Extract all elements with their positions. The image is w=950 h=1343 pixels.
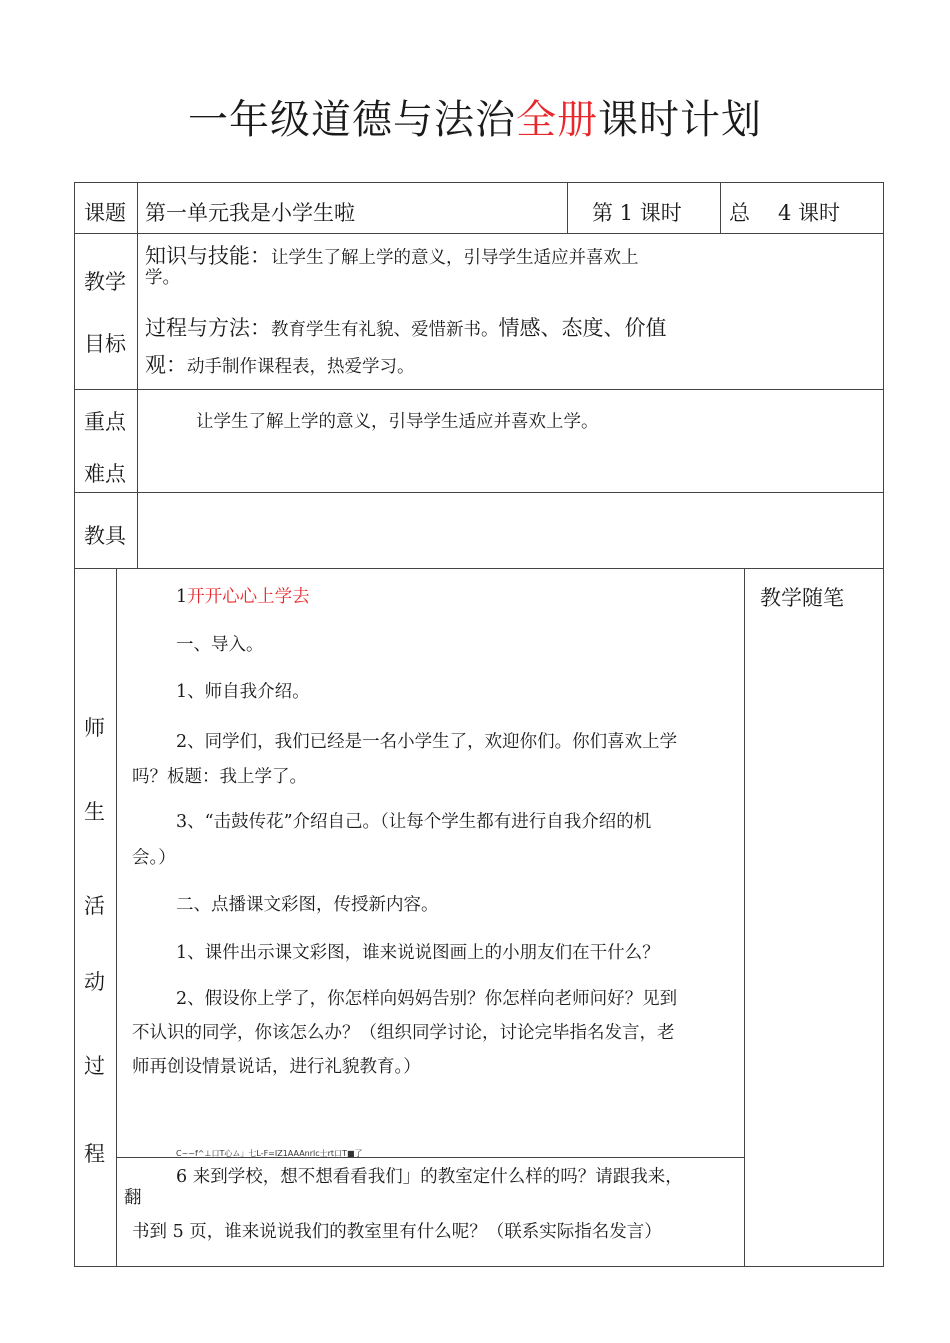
content-line: 3、“击鼓传花”介绍自己。（让每个学生都有进行自我介绍的机 xyxy=(176,812,652,832)
lesson-title: 开开心心上学去 xyxy=(187,587,310,607)
knowledge-label: 知识与技能： xyxy=(145,244,271,268)
emotion-label-2: 观： xyxy=(145,353,187,377)
page-title xyxy=(0,88,950,145)
tools-label: 教具 xyxy=(84,524,126,548)
row-divider-4 xyxy=(74,568,884,569)
content-line: 2、同学们，我们已经是一名小学生了，欢迎你们。你们喜欢上学 xyxy=(176,732,678,752)
process-label-char: 动 xyxy=(84,970,105,994)
content-line: 不认识的同学，你该怎么办？（组织同学讨论，讨论完毕指名发言，老 xyxy=(132,1023,675,1043)
content-line: 二、点播课文彩图，传授新内容。 xyxy=(176,895,439,915)
row-divider-3 xyxy=(74,492,884,493)
col-divider-process-label xyxy=(116,568,117,1267)
notes-label: 教学随笔 xyxy=(760,586,844,610)
content-line: 吗？板题：我上学了。 xyxy=(132,767,307,787)
content-line: 一、导入。 xyxy=(176,635,264,655)
process-label-char: 程 xyxy=(84,1142,105,1166)
objectives-label-2: 目标 xyxy=(84,332,126,356)
content-line: 师再创设情景说话，进行礼貌教育。） xyxy=(132,1057,421,1077)
keypoints-label-1: 重点 xyxy=(84,410,126,434)
process-label-char: 过 xyxy=(84,1054,105,1078)
title-red-part: 全册 xyxy=(516,97,598,143)
lesson-num: 1 xyxy=(176,587,188,607)
topic-label: 课题 xyxy=(84,201,126,225)
total-label: 总 xyxy=(729,201,750,225)
row-divider-1 xyxy=(74,233,884,234)
topic-value: 第一单元我是小学生啦 xyxy=(145,201,355,225)
lesson-number: 第 1 课时 xyxy=(592,201,682,225)
content-line: 翻 xyxy=(124,1188,142,1208)
lesson-heading xyxy=(176,583,310,608)
knowledge-text-line2: 学。 xyxy=(145,268,180,288)
process-label-char: 生 xyxy=(84,800,105,824)
content-line: 6 来到学校，想不想看看我们」的教室定什么样的吗？请跟我来， xyxy=(176,1167,683,1187)
process-line xyxy=(145,312,667,342)
knowledge-line xyxy=(145,240,639,270)
content-line: 会。） xyxy=(132,848,176,868)
col-divider-lesson xyxy=(567,182,568,233)
content-line: 1、课件出示课文彩图，谁来说说图画上的小朋友们在干什么？ xyxy=(176,943,660,963)
objectives-label-1: 教学 xyxy=(84,270,126,294)
keypoints-label-2: 难点 xyxy=(84,462,126,486)
garbled-text-line: C~~f^⊥口T心ム」七L-F=IZ1AAAnrlc士rt口T■了 xyxy=(176,1149,363,1158)
emotion-line xyxy=(145,349,415,379)
col-divider-total xyxy=(720,182,721,233)
process-label: 过程与方法： xyxy=(145,316,271,340)
col-divider-notes xyxy=(744,568,745,1267)
process-label-char: 师 xyxy=(84,716,105,740)
knowledge-text: 让学生了解上学的意义，引导学生适应并喜欢上 xyxy=(271,248,639,268)
emotion-text: 动手制作课程表，热爱学习。 xyxy=(187,357,415,377)
title-part2: 课时计划 xyxy=(598,97,762,143)
content-line: 1、师自我介绍。 xyxy=(176,682,310,702)
process-label-char: 活 xyxy=(84,894,105,918)
col-divider-label xyxy=(137,182,138,568)
total-value: 4 课时 xyxy=(778,201,841,225)
keypoints-text: 让学生了解上学的意义，引导学生适应并喜欢上学。 xyxy=(196,412,599,432)
process-text: 教育学生有礼貌、爱惜新书。 xyxy=(271,320,499,340)
content-line: 书到 5 页，谁来说说我们的教室里有什么呢？（联系实际指名发言） xyxy=(132,1222,662,1242)
content-line: 2、假设你上学了，你怎样向妈妈告别？你怎样向老师问好？见到 xyxy=(176,989,678,1009)
row-divider-2 xyxy=(74,389,884,390)
lesson-plan-table xyxy=(74,182,884,1267)
emotion-label: 情感、态度、价值 xyxy=(498,316,667,340)
title-part1: 一年级道德与法治 xyxy=(188,97,516,143)
